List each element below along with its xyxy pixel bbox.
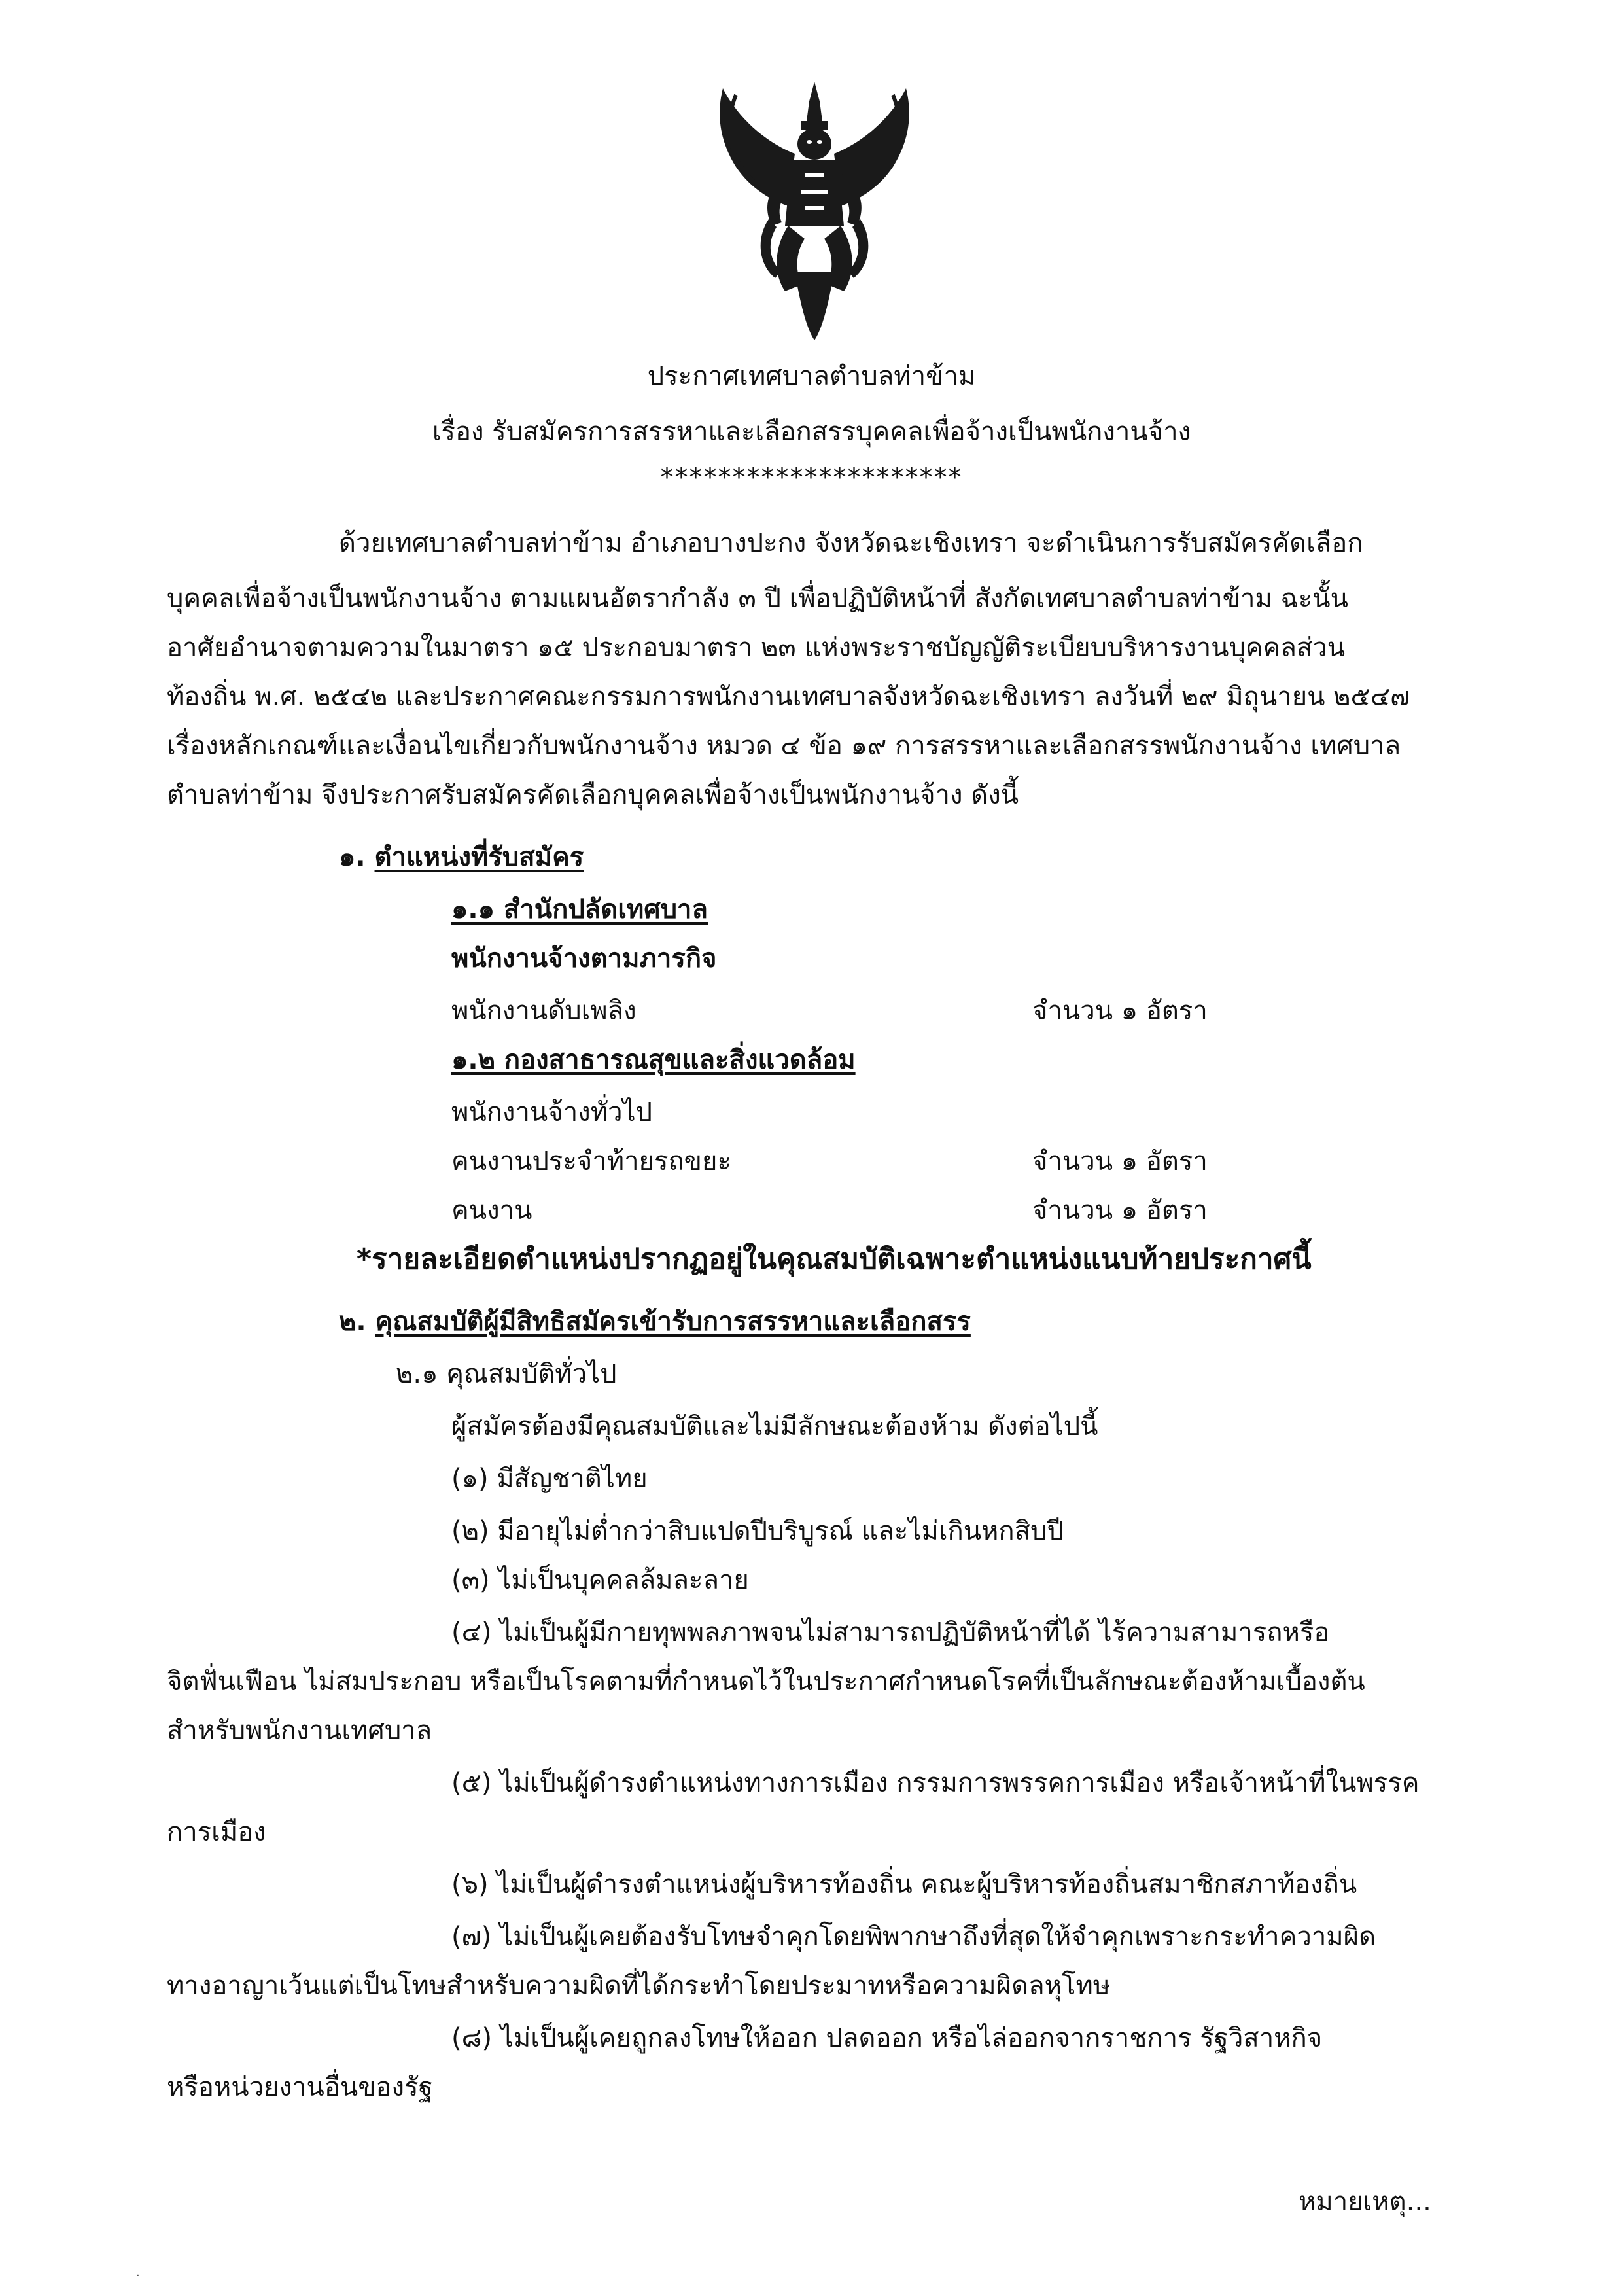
- position-firefighter-count: จำนวน ๑ อัตรา: [1032, 996, 1208, 1026]
- section-1-heading: [339, 838, 584, 877]
- position-garbage-truck-worker-count: จำนวน ๑ อัตรา: [1032, 1146, 1208, 1176]
- announcement-title: ประกาศเทศบาลตำบลท่าข้าม: [647, 361, 976, 391]
- qualification-item-5-line-2: การเมือง: [167, 1817, 266, 1847]
- section-2-number: ๒.: [339, 1307, 366, 1337]
- section-1-1-title: ๑.๑ สำนักปลัดเทศบาล: [451, 894, 708, 925]
- qualification-item-3: (๓) ไม่เป็นบุคคลล้มละลาย: [451, 1565, 749, 1595]
- qualification-item-4-line-2: จิตฟั่นเฟือน ไม่สมประกอบ หรือเป็นโรคตามที่กำหนดไว้ในประกาศกำหนดโรคที่เป็นลักษณะต้องห้ามเบื้องต้น: [167, 1667, 1365, 1697]
- section-2-heading: [339, 1302, 971, 1341]
- section-1-2-type: พนักงานจ้างทั่วไป: [451, 1097, 653, 1127]
- position-firefighter: พนักงานดับเพลิง: [451, 996, 637, 1026]
- intro-line-2: บุคคลเพื่อจ้างเป็นพนักงานจ้าง ตามแผนอัตรากำลัง ๓ ปี เพื่อปฏิบัติหน้าที่ สังกัดเทศบาลตำบลท่าข้าม ฉะนั้น: [167, 584, 1348, 614]
- continuation-marker: หมายเหตุ...: [1299, 2187, 1431, 2217]
- section-1-note: *รายละเอียดตำแหน่งปรากฏอยู่ในคุณสมบัติเฉพาะตำแหน่งแนบท้ายประกาศนี้: [357, 1243, 1312, 1276]
- scan-speck: ·: [136, 2269, 140, 2283]
- section-1-number: ๑.: [339, 842, 366, 872]
- qualification-item-8-line-2: หรือหน่วยงานอื่นของรัฐ: [167, 2072, 433, 2102]
- intro-line-1: ด้วยเทศบาลตำบลท่าข้าม อำเภอบางปะกง จังหวัดฉะเชิงเทรา จะดำเนินการรับสมัครคัดเลือก: [339, 528, 1363, 558]
- position-worker: คนงาน: [451, 1195, 532, 1226]
- qualification-item-4-line-1: (๔) ไม่เป็นผู้มีกายทุพพลภาพจนไม่สามารถปฏิบัติหน้าที่ได้ ไร้ความสามารถหรือ: [451, 1617, 1330, 1648]
- qualification-item-7-line-1: (๗) ไม่เป็นผู้เคยต้องรับโทษจำคุกโดยพิพากษาถึงที่สุดให้จำคุกเพราะกระทำความผิด: [451, 1922, 1376, 1952]
- intro-line-5: เรื่องหลักเกณฑ์และเงื่อนไขเกี่ยวกับพนักงานจ้าง หมวด ๔ ข้อ ๑๙ การสรรหาและเลือกสรรพนักงานจ้าง เทศบาล: [167, 731, 1401, 761]
- qualification-item-4-line-3: สำหรับพนักงานเทศบาล: [167, 1716, 432, 1746]
- section-1-title: ตำแหน่งที่รับสมัคร: [374, 842, 584, 872]
- qualification-item-8-line-1: (๘) ไม่เป็นผู้เคยถูกลงโทษให้ออก ปลดออก หรือไล่ออกจากราชการ รัฐวิสาหกิจ: [451, 2023, 1323, 2053]
- position-worker-count: จำนวน ๑ อัตรา: [1032, 1195, 1208, 1226]
- announcement-subject: เรื่อง รับสมัครการสรรหาและเลือกสรรบุคคลเพื่อจ้างเป็นพนักงานจ้าง: [432, 417, 1191, 447]
- position-garbage-truck-worker: คนงานประจำท้ายรถขยะ: [451, 1146, 731, 1176]
- qualification-item-2: (๒) มีอายุไม่ต่ำกว่าสิบแปดปีบริบูรณ์ และไม่เกินหกสิบปี: [451, 1516, 1064, 1546]
- section-2-lead: ผู้สมัครต้องมีคุณสมบัติและไม่มีลักษณะต้องห้าม ดังต่อไปนี้: [451, 1411, 1098, 1441]
- qualification-item-5-line-1: (๕) ไม่เป็นผู้ดำรงตำแหน่งทางการเมือง กรรมการพรรคการเมือง หรือเจ้าหน้าที่ในพรรค: [451, 1768, 1420, 1798]
- intro-line-3: อาศัยอำนาจตามความในมาตรา ๑๕ ประกอบมาตรา ๒๓ แห่งพระราชบัญญัติระเบียบบริหารงานบุคคลส่วน: [167, 633, 1346, 663]
- intro-line-6: ตำบลท่าข้าม จึงประกาศรับสมัครคัดเลือกบุคคลเพื่อจ้างเป็นพนักงานจ้าง ดังนี้: [167, 780, 1019, 810]
- section-2-title: คุณสมบัติผู้มีสิทธิสมัครเข้ารับการสรรหาและเลือกสรร: [375, 1307, 971, 1337]
- garuda-emblem-icon: [697, 75, 932, 344]
- section-1-1-type: พนักงานจ้างตามภารกิจ: [451, 944, 717, 974]
- qualification-item-7-line-2: ทางอาญาเว้นแต่เป็นโทษสำหรับความผิดที่ได้กระทำโดยประมาทหรือความผิดลหุโทษ: [167, 1971, 1111, 2001]
- qualification-item-6: (๖) ไม่เป็นผู้ดำรงตำแหน่งผู้บริหารท้องถิ่น คณะผู้บริหารท้องถิ่นสมาชิกสภาท้องถิ่น: [451, 1869, 1357, 1899]
- section-1-2-title: ๑.๒ กองสาธารณสุขและสิ่งแวดล้อม: [451, 1045, 856, 1075]
- header-divider-stars: *********************: [660, 463, 963, 493]
- qualification-item-1: (๑) มีสัญชาติไทย: [451, 1464, 648, 1494]
- section-2-1-title: ๒.๑ คุณสมบัติทั่วไป: [396, 1359, 617, 1389]
- intro-line-4: ท้องถิ่น พ.ศ. ๒๕๔๒ และประกาศคณะกรรมการพนักงานเทศบาลจังหวัดฉะเชิงเทรา ลงวันที่ ๒๙ มิถุนายน ๒๕๔๗: [167, 682, 1410, 712]
